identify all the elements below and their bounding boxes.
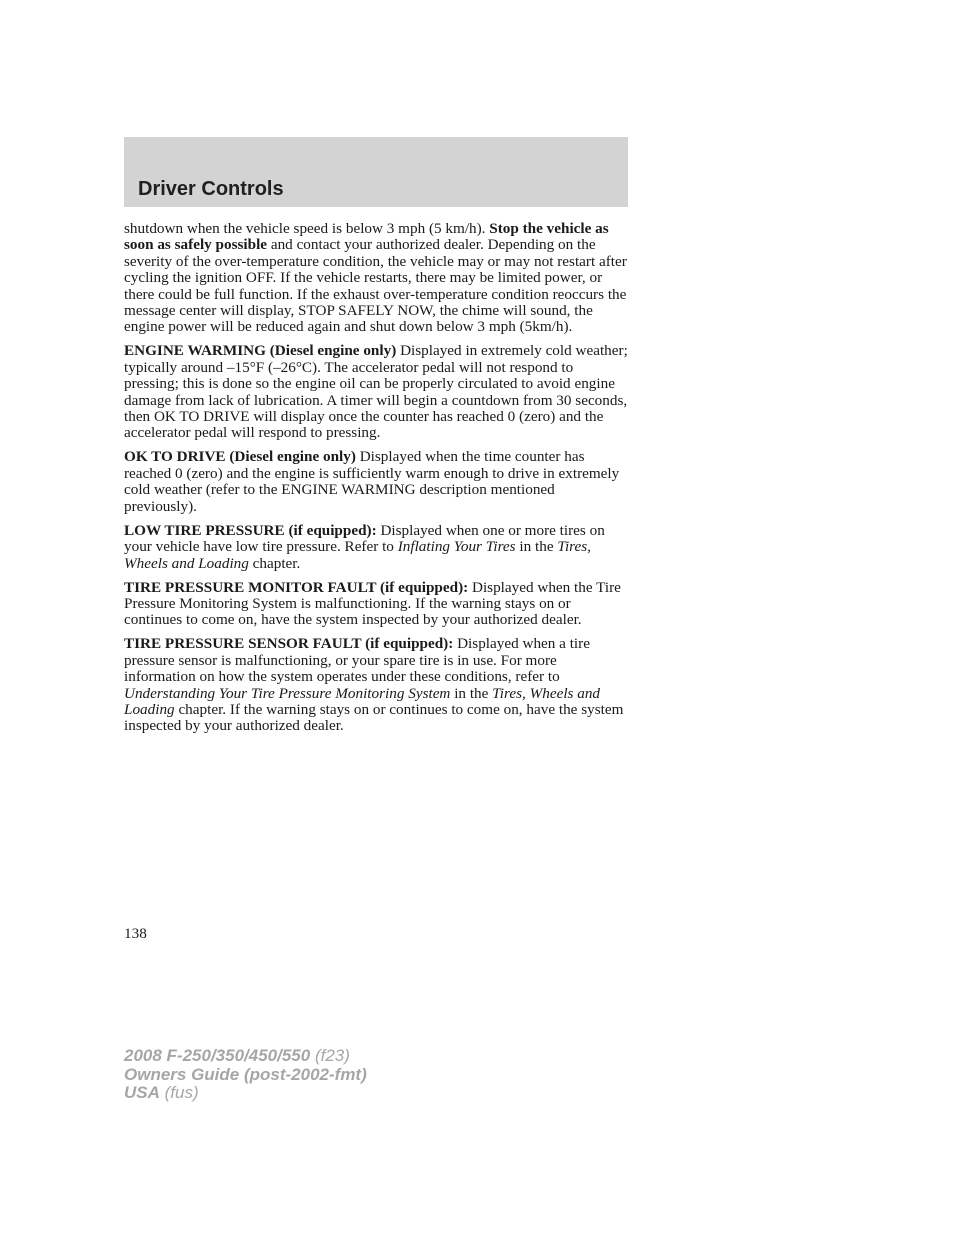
- footer-guide: Owners Guide (post-2002-fmt): [124, 1064, 367, 1084]
- text-run: and contact your authorized dealer. Depending on the severity of the over-temperature condition, the vehicle may or may not restart after cycling the ignition OFF. If the vehicle restarts, there may be limited power, or there could be full function. If the exhaust over-temperature condition reoccurs the message center will display, STOP SAFELY NOW, the chime will sound, the engine power will be reduced again and shut down below 3 mph (5km/h).: [124, 236, 627, 336]
- term-ok-to-drive: OK TO DRIVE (Diesel engine only): [124, 448, 356, 466]
- footer-line-model: [124, 1047, 367, 1066]
- footer-region: USA: [124, 1083, 160, 1102]
- footer-region-code: (fus): [159, 1083, 199, 1102]
- term-engine-warming: ENGINE WARMING (Diesel engine only): [124, 342, 397, 360]
- section-header-band: [124, 137, 628, 207]
- term-low-tire-pressure: LOW TIRE PRESSURE (if equipped):: [124, 521, 377, 539]
- paragraph-low-tire-pressure: [124, 523, 628, 572]
- text-run: chapter.: [248, 554, 301, 572]
- paragraph-sensor-fault: [124, 636, 628, 734]
- italic-reference: Inflating Your Tires: [397, 538, 516, 556]
- section-title: Driver Controls: [138, 178, 284, 200]
- page-content: [124, 221, 628, 742]
- italic-reference: Tires, Wheels and Loading: [124, 684, 601, 718]
- footer-line-guide: [124, 1066, 367, 1085]
- paragraph-tpms-fault: [124, 580, 628, 629]
- text-run: Displayed when one or more tires on your vehicle have low tire pressure. Refer to: [124, 521, 605, 556]
- page-number: 138: [124, 925, 147, 942]
- text-run: in the: [450, 684, 493, 702]
- footer-model-code: (f23): [310, 1046, 350, 1065]
- italic-reference: Understanding Your Tire Pressure Monitoring System: [124, 684, 451, 702]
- term-tpms-fault: TIRE PRESSURE MONITOR FAULT (if equipped):: [124, 578, 469, 596]
- text-run: chapter. If the warning stays on or continues to come on, have the system inspected by your authorized dealer.: [124, 700, 624, 735]
- text-run: Displayed when a tire pressure sensor is malfunctioning, or your spare tire is in use. For more information on how the system operates under these conditions, refer to: [124, 635, 590, 686]
- text-run: Displayed when the Tire Pressure Monitoring System is malfunctioning. If the warning stays on or continues to come on, have the system inspected by your authorized dealer.: [124, 578, 621, 629]
- bold-run: Stop the vehicle as soon as safely possible: [124, 220, 609, 254]
- paragraph-overtemp-shutdown: [124, 221, 628, 336]
- italic-reference: Tires, Wheels and Loading: [124, 538, 591, 572]
- text-run: Displayed in extremely cold weather; typically around –15°F (–26°C). The accelerator pedal will not respond to pressing; this is done so the engine oil can be properly circulated to avoid engine damage from lack of lubrication. A timer will begin a countdown from 30 seconds, then OK TO DRIVE will display once the counter has reached 0 (zero) and the accelerator pedal will respond to pressing.: [124, 342, 628, 442]
- document-footer: [124, 1047, 367, 1103]
- text-run: in the: [515, 538, 558, 556]
- text-run: Displayed when the time counter has reached 0 (zero) and the engine is sufficiently warm enough to drive in extremely cold weather (refer to the ENGINE WARMING description mentioned previously).: [124, 448, 620, 515]
- footer-line-region: [124, 1084, 367, 1103]
- footer-model: 2008 F-250/350/450/550: [124, 1046, 311, 1065]
- paragraph-engine-warming: [124, 343, 628, 441]
- term-sensor-fault: TIRE PRESSURE SENSOR FAULT (if equipped):: [124, 635, 454, 653]
- paragraph-ok-to-drive: [124, 449, 628, 515]
- text-run: shutdown when the vehicle speed is below 3 mph (5 km/h).: [124, 220, 490, 237]
